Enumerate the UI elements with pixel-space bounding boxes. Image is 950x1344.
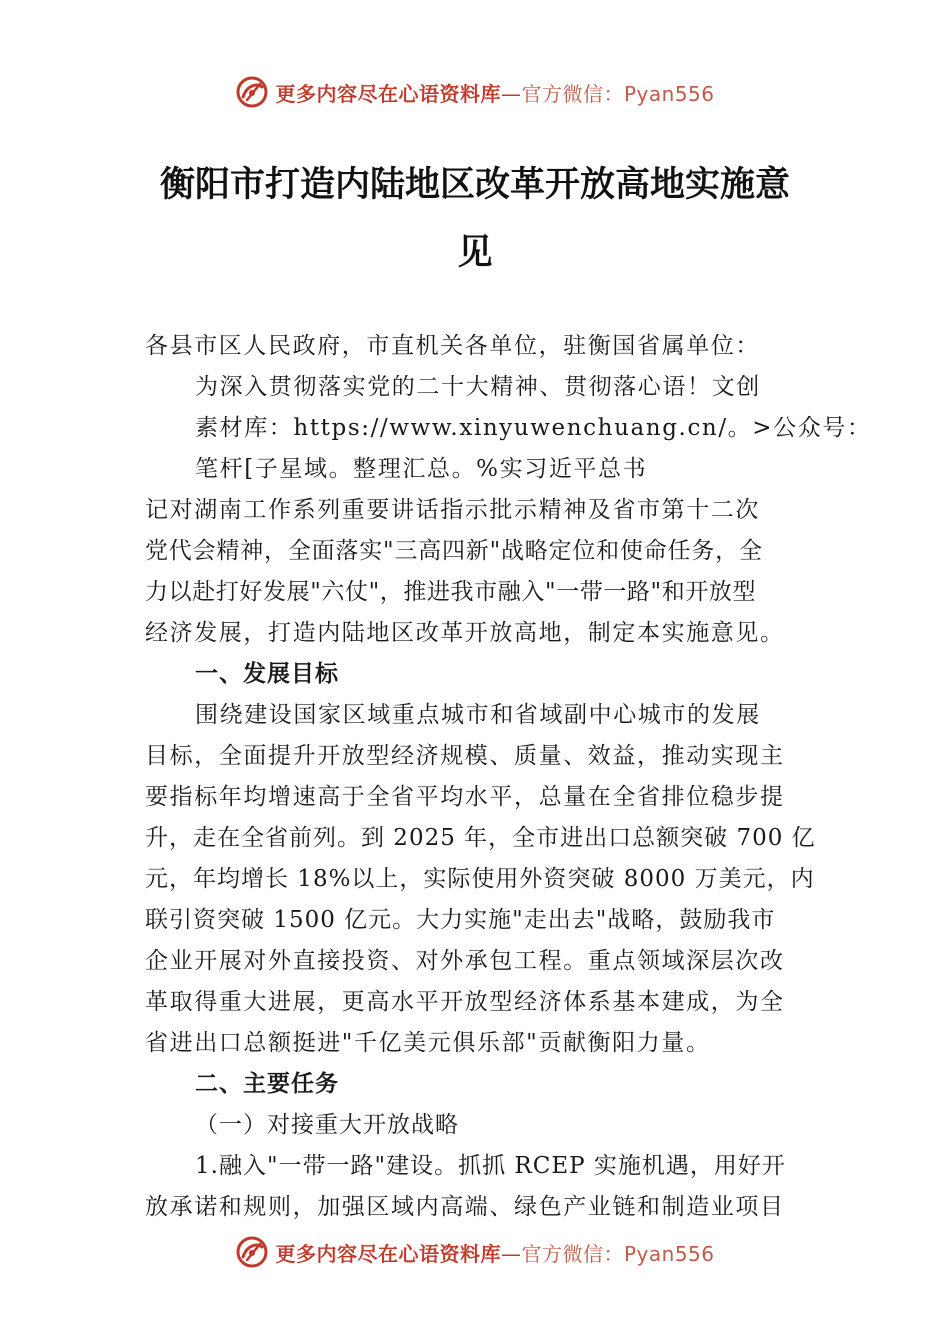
paragraph-line: 联引资突破 1500 亿元。大力实施"走出去"战略，鼓励我市 [145, 907, 776, 933]
banner-brand: 更多内容尽在心语资料库 [275, 1241, 501, 1266]
paragraph-line: 经济发展，打造内陆地区改革开放高地，制定本实施意见。 [145, 620, 785, 646]
paragraph-line: 升，走在全省前列。到 2025 年，全市进出口总额突破 700 亿 [145, 825, 816, 851]
paragraph-line: 目标，全面提升开放型经济规模、质量、效益，推动实现主 [145, 743, 785, 769]
banner-wechat-id: Pyan556 [623, 1241, 715, 1266]
subsection-heading-1: （一）对接重大开放战略 [195, 1112, 459, 1138]
paragraph-line: 党代会精神，全面落实"三高四新"战略定位和使命任务，全 [145, 538, 763, 564]
banner-text [275, 1238, 714, 1267]
xinyu-logo-icon [235, 75, 269, 109]
paragraph-line: 为深入贯彻落实党的二十大精神、贯彻落心语！文创 [195, 374, 761, 400]
paragraph-line: 企业开展对外直接投资、对外承包工程。重点领域深层次改 [145, 948, 785, 974]
paragraph-line: 记对湖南工作系列重要讲话指示批示精神及省市第十二次 [145, 497, 760, 523]
paragraph-line: 素材库：https://www.xinyuwenchuang.cn/。>公众号： [195, 415, 872, 441]
paragraph-line: 革取得重大进展，更高水平开放型经济体系基本建成，为全 [145, 989, 785, 1015]
document-title-line-1: 衡阳市打造内陆地区改革开放高地实施意 [159, 164, 790, 205]
paragraph-line: 省进出口总额挺进"千亿美元俱乐部"贡献衡阳力量。 [145, 1030, 711, 1056]
xinyu-logo-icon [235, 1235, 269, 1269]
section-heading-1: 一、发展目标 [195, 661, 339, 687]
salutation-line: 各县市区人民政府，市直机关各单位，驻衡国省属单位： [145, 333, 760, 359]
document-title-line-2: 见 [457, 232, 493, 273]
paragraph-line: 放承诺和规则，加强区域内高端、绿色产业链和制造业项目 [145, 1194, 785, 1220]
paragraph-line: 元，年均增长 18%以上，实际使用外资突破 8000 万美元，内 [145, 866, 815, 892]
paragraph-line: 要指标年均增速高于全省平均水平，总量在全省排位稳步提 [145, 784, 785, 810]
section-heading-2: 二、主要任务 [195, 1071, 339, 1097]
footer-banner [0, 1232, 950, 1272]
banner-wechat-label: 官方微信： [521, 81, 624, 106]
banner-dash: — [500, 81, 522, 106]
banner-wechat-id: Pyan556 [623, 81, 715, 106]
banner-wechat-label: 官方微信： [521, 1241, 624, 1266]
banner-text [275, 78, 714, 107]
paragraph-line: 力以赴打好发展"六仗"，推进我市融入"一带一路"和开放型 [145, 579, 757, 605]
paragraph-line: 围绕建设国家区域重点城市和省域副中心城市的发展 [195, 702, 761, 728]
banner-brand: 更多内容尽在心语资料库 [275, 81, 501, 106]
banner-dash: — [500, 1241, 522, 1266]
paragraph-line: 笔杆[子星域。整理汇总。%实习近平总书 [195, 456, 648, 482]
header-banner [0, 72, 950, 112]
paragraph-line: 1.融入"一带一路"建设。抓抓 RCEP 实施机遇，用好开 [195, 1153, 786, 1179]
